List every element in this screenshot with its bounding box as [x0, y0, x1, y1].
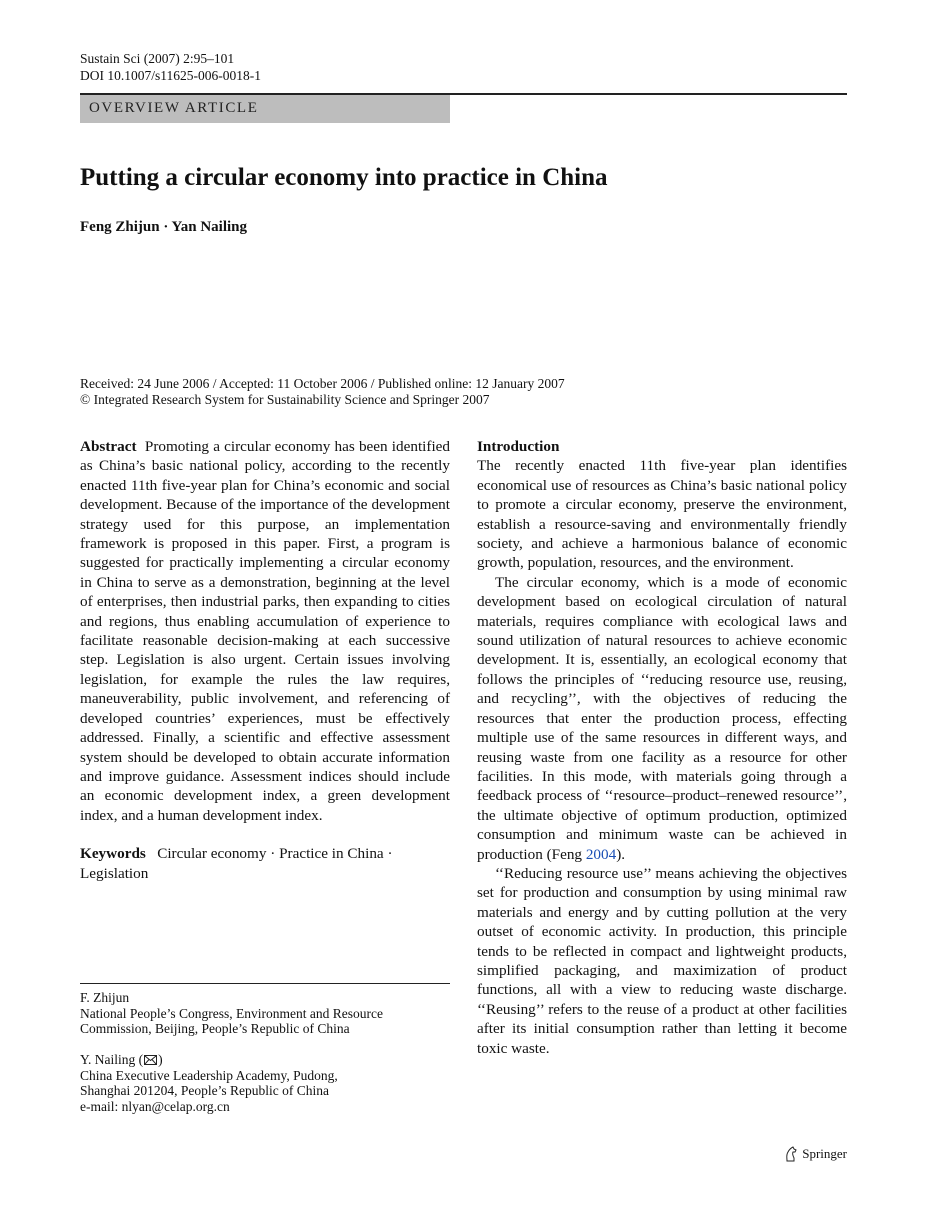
intro-paragraph-1: The recently enacted 11th five-year plan identifies economical use of resources as China’s basic national policy to promote a circular economy, preserve the environment, establish a resource-saving and environmentally friendly society, and achieve a harmonious balance of economic growth, population, resources, and the environment.	[477, 457, 847, 572]
affiliation-rule	[80, 983, 450, 984]
keywords	[80, 844, 450, 883]
doi[interactable]: DOI 10.1007/s11625-006-0018-1	[80, 68, 261, 83]
springer-horse-icon	[784, 1146, 798, 1162]
affiliation-name-row: Y. Nailing ( )	[80, 1052, 163, 1067]
right-column	[477, 437, 847, 1058]
keywords-text: Circular economy · Practice in China · Legislation	[80, 845, 393, 882]
citation-link[interactable]: 2004	[585, 845, 617, 863]
left-column	[80, 437, 450, 883]
intro-paragraph-2	[477, 573, 847, 864]
article-type: OVERVIEW ARTICLE	[89, 100, 259, 116]
intro-paragraph-3: ‘‘Reducing resource use’’ means achieving the objectives set for production and consumption by using minimal raw materials and energy and by cutting pollution at the very outset of economic activity. In production, this principle tends to be reflected in compact and lightweight products, simplified packaging, and maximization of product functions, all with a view to reducing waste discharge. ‘‘Reusing’’ refers to the reuse of a product at other facilities after its initial consumption rather than letting it become toxic waste.	[477, 864, 847, 1057]
affiliation-line: Commission, Beijing, People’s Republic of China	[80, 1021, 350, 1037]
corresponding-email[interactable]: e-mail: nlyan@celap.org.cn	[80, 1098, 230, 1114]
affiliation-name: Y. Nailing	[80, 1052, 136, 1067]
envelope-icon	[144, 1055, 157, 1065]
article-type-banner	[80, 95, 450, 123]
affiliation-line: National People’s Congress, Environment and Resource	[80, 1005, 383, 1021]
affiliation-2	[80, 1052, 450, 1114]
publisher-name: Springer	[802, 1146, 847, 1161]
copyright-notice: © Integrated Research System for Sustainability Science and Springer 2007	[80, 392, 490, 407]
publisher-footer	[784, 1146, 847, 1162]
article-title: Putting a circular economy into practice in China	[80, 164, 608, 191]
paragraph-text-end: ).	[616, 845, 626, 863]
affiliation-name: F. Zhijun	[80, 990, 130, 1005]
affiliation-line: China Executive Leadership Academy, Pudong,	[80, 1067, 338, 1083]
section-heading-introduction: Introduction	[477, 438, 560, 455]
affiliation-1	[80, 990, 450, 1037]
keywords-label: Keywords	[80, 845, 146, 863]
author-list: Feng Zhijun · Yan Nailing	[80, 219, 247, 235]
affiliation-line: Shanghai 201204, People’s Republic of China	[80, 1083, 329, 1099]
abstract-text: Promoting a circular economy has been identified as China’s basic national policy, according to the recently enacted 11th five-year plan for China’s economic and social development. Because of the importance of the development strategy used for this purpose, an implementation framework is proposed in this paper. First, a program is suggested for practically implementing a circular economy in China to serve as a demonstration, beginning at the level of enterprises, then industrial parks, then expanding to cities and regions, thus enabling accumulation of experience to facilitate reasonable decision-making at each successive step. Legislation is also urgent. Certain issues involving legislation, for example the rules the law requires, maneuverability, public involvement, and referencing of developed countries’ experiences, must be effectively addressed. Finally, a scientific and effective assessment system should be developed to obtain accurate information and improve guidance. Assessment indices should include an economic development index, a green development index, and a human development index.	[80, 438, 451, 824]
abstract	[80, 437, 450, 825]
paragraph-text: The circular economy, which is a mode of economic development based on ecological circulation of natural materials, requires compliance with ecological laws and sound utilization of natural resources to achieve economic development. It is, essentially, an ecological economy that follows the principles of ‘‘reducing resource use, reusing, and recycling’’, with the objectives of reducing the resources that enter the production process, effecting multiple use of the same resources in different ways, and reusing waste from one facility as a resource for other facilities. In this mode, with materials going through a feedback process of ‘‘resource–product–renewed resource’’, the ultimate objective of optimum production, optimized consumption and minimum waste can be achieved in production (Feng	[477, 573, 847, 863]
abstract-label: Abstract	[80, 438, 137, 455]
journal-citation: Sustain Sci (2007) 2:95–101	[80, 51, 235, 66]
article-history: Received: 24 June 2006 / Accepted: 11 October 2006 / Published online: 12 January 2007	[80, 376, 565, 391]
